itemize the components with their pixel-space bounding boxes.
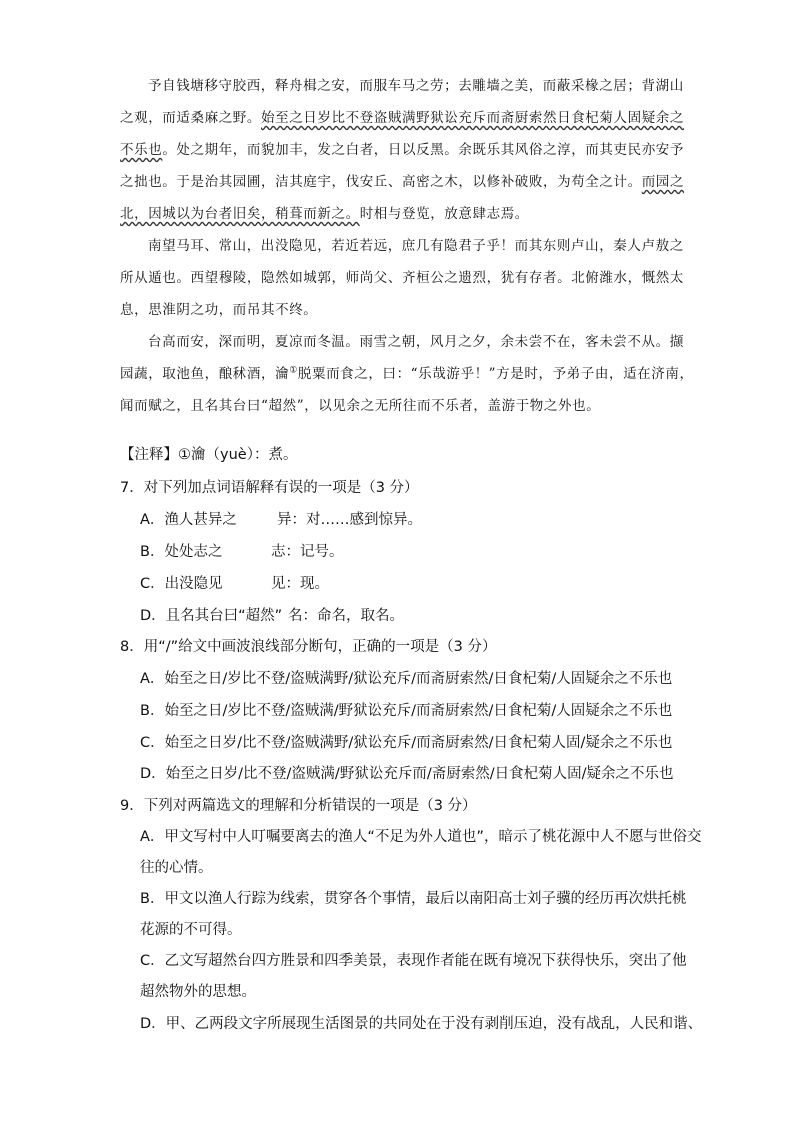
question-9-option-d-line1: D．甲、乙两段文字所展现生活图景的共同处在于没有剥削压迫，没有战乱，人民和谐、 (140, 1016, 703, 1032)
text: 之观，而适桑麻之野。 (120, 110, 261, 126)
text: 予自钱塘移守胶西，释舟楫之安，而服车马之劳；去雕墙之美，而蔽采椽之居；背湖山 (148, 78, 684, 94)
question-7-option-c (140, 572, 329, 593)
passage-p3-line2 (120, 362, 694, 382)
text: 之拙也。于是治其园圃，洁其庭宇，伐安丘、高密之木，以修补破败，为苟全之计。 (120, 174, 642, 190)
question-8-option-c: C．始至之日岁/比不登/盗贼满野/狱讼充斥/而斋厨索然/日食杞菊人固/疑余之不乐也 (140, 735, 673, 751)
text: 园蔬，取池鱼，酿秫酒，瀹 (120, 366, 290, 382)
text: 脱粟而食之，曰：“乐哉游乎！”方是时，予弟子由，适在济南， (297, 366, 694, 382)
question-9-stem: 9．下列对两篇选文的理解和分析错误的一项是（3 分） (120, 798, 477, 814)
passage-p1-line4 (120, 170, 684, 190)
question-9-option-b-line2: 花源的不可得。 (140, 922, 242, 938)
question-7-stem: 7．对下列加点词语解释有误的一项是（3 分） (120, 480, 419, 496)
wavy-underlined-text: 始至之日岁比不登盗贼满野狱讼充斥而斋厨索然日食杞菊人固疑余之 (261, 110, 684, 126)
question-9-option-c-line2: 超然物外的思想。 (140, 984, 256, 1000)
text: 南望马耳、常山，出没隐见，若近若远，庶几有隐君子乎！而其东则卢山，秦人卢敖之 (148, 238, 684, 254)
option-a-word: A．渔人甚异之 (140, 512, 237, 528)
option-b-explanation: 志：记号。 (271, 544, 344, 560)
passage-p2-line3 (120, 298, 317, 318)
text: 台高而安，深而明，夏凉而冬温。雨雪之朝，风月之夕，余未尝不在，客未尝不从。撷 (148, 334, 684, 350)
option-c-word: C．出没隐见 (140, 576, 223, 592)
question-7-option-b (140, 540, 344, 561)
annotation-note: 【注释】①瀹（yuè）：煮。 (120, 447, 298, 463)
option-c-explanation: 见：现。 (271, 576, 329, 592)
question-9-option-b-line1: B．甲文以渔人行踪为线索，贯穿各个事情，最后以南阳高士刘子骥的经历再次烘托桃 (140, 891, 687, 907)
question-9-option-a-line2: 往的心情。 (140, 860, 213, 876)
option-d-word: D．且名其台曰“超然” (140, 608, 283, 624)
question-8-option-b: B．始至之日/岁比不登/盗贼满/野狱讼充斥/而斋厨索然/日食杞菊/人固疑余之不乐也 (140, 703, 673, 719)
text: 时相与登览，放意肆志焉。 (359, 206, 529, 222)
question-7-option-a (140, 508, 422, 529)
question-9-option-a-line1: A．甲文写村中人叮嘱要离去的渔人“不足为外人道也”，暗示了桃花源中人不愿与世俗交 (140, 829, 702, 845)
wavy-underlined-text: 北，因城以为台者旧矣，稍葺而新之。 (120, 206, 360, 222)
option-d-explanation: 名：命名，取名。 (288, 608, 404, 624)
passage-p1-line1 (120, 74, 684, 94)
wavy-underlined-text: 而园之 (641, 174, 685, 190)
question-8-option-d: D．始至之日岁/比不登/盗贼满/野狱讼充斥而/斋厨索然/日食杞菊人固/疑余之不乐也 (140, 766, 674, 782)
option-b-word: B．处处志之 (140, 544, 223, 560)
text: 息，思淮阴之功，而吊其不终。 (120, 302, 318, 318)
text: 所从遁也。西望穆陵，隐然如城郭，师尚父、齐桓公之遗烈，犹有存者。北俯潍水，慨然太 (120, 270, 684, 286)
passage-p3-line1 (120, 330, 684, 350)
question-8-stem: 8．用“/”给文中画波浪线部分断句，正确的一项是（3 分） (120, 639, 497, 655)
passage-p1-line5 (120, 202, 529, 222)
text: 。处之期年，而貌加丰，发之白者，日以反黑。余既乐其风俗之淳，而其吏民亦安予 (162, 142, 685, 158)
question-9-option-c-line1: C．乙文写超然台四方胜景和四季美景，表现作者能在既有境况下获得快乐，突出了他 (140, 953, 687, 969)
wavy-underlined-text: 不乐也 (120, 142, 163, 158)
passage-p2-line2 (120, 266, 684, 286)
text: 闻而赋之，且名其台曰“超然”，以见余之无所往而不乐者，盖游于物之外也。 (120, 398, 601, 414)
question-7-option-d (140, 604, 404, 625)
passage-p1-line3 (120, 138, 684, 158)
passage-p3-line3 (120, 394, 600, 414)
option-a-explanation: 异：对……感到惊异。 (277, 512, 422, 528)
question-8-option-a: A．始至之日/岁比不登/盗贼满野/狱讼充斥/而斋厨索然/日食杞菊/人固疑余之不乐也 (140, 671, 673, 687)
footnote-marker: ① (289, 365, 298, 376)
passage-p2-line1 (120, 234, 684, 254)
passage-p1-line2 (120, 106, 684, 126)
